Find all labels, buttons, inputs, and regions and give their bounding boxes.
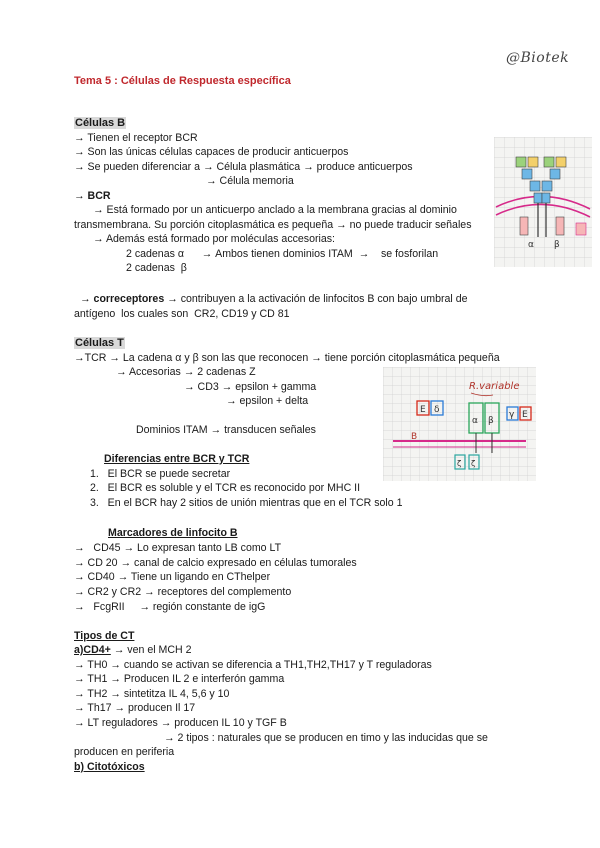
- marcador-2: → CD 20 → canal de calcio expresado en células tumorales: [74, 557, 357, 569]
- tcr-box-alpha: α: [472, 416, 478, 426]
- section-celulas-t: Células T: [75, 337, 124, 349]
- t-line-5: Dominios ITAM → transducen señales: [136, 424, 316, 436]
- section-celulas-b: Células B: [75, 117, 126, 129]
- svg-text:β: β: [554, 240, 560, 250]
- diferencias-heading: Diferencias entre BCR y TCR: [104, 453, 250, 465]
- marcador-3: → CD40 → Tiene un ligando en CThelper: [74, 571, 271, 583]
- tcr-box-e1: E: [420, 405, 426, 415]
- tipos-heading: Tipos de CT: [74, 630, 135, 642]
- t-line-3: → CD3 → epsilon + gamma: [184, 381, 317, 393]
- marcador-4: → CR2 y CR2 → receptores del complemento: [74, 586, 292, 598]
- tcr-label: R.variable: [469, 381, 520, 392]
- tcr-box-delta: δ: [434, 405, 440, 415]
- logo: @Biotek: [506, 50, 570, 66]
- tipos-line-3: → TH2 → sintetitza IL 4, 5,6 y 10: [74, 688, 230, 700]
- bcr-line-1: → Está formado por un anticuerpo anclado a la membrana gracias al dominio: [93, 204, 457, 216]
- tipos-citotoxicos: b) Citotóxicos: [74, 761, 145, 773]
- bcr-drawing: [494, 137, 592, 267]
- b-line-2: → Son las únicas células capaces de producir anticuerpos: [74, 146, 349, 158]
- tcr-side-label: B: [411, 432, 418, 442]
- t-line-2: → Accesorias → 2 cadenas Z: [116, 366, 256, 378]
- tipos-line-4: → Th17 → producen Il 17: [74, 702, 196, 714]
- bcr-line-3: → Además está formado por moléculas accesorias:: [93, 233, 336, 245]
- svg-text:α: α: [528, 240, 534, 250]
- tcr-box-gamma: γ: [509, 410, 515, 420]
- tcr-drawing: [383, 367, 536, 481]
- marcador-1: → CD45 → Lo expresan tanto LB como LT: [74, 542, 282, 554]
- page-title: Tema 5 : Células de Respuesta específica: [74, 75, 291, 87]
- correceptores-line-1: → correceptores → contribuyen a la activación de linfocitos B con bajo umbral de: [80, 293, 468, 305]
- marcador-5: → FcgRII → región constante de igG: [74, 601, 266, 613]
- tcr-zeta-2: ζ: [471, 459, 476, 468]
- bcr-line-4: 2 cadenas α → Ambos tienen dominios ITAM → se fosforilan: [126, 248, 439, 260]
- bcr-heading: → BCR: [74, 190, 111, 202]
- tcr-zeta-1: ζ: [457, 459, 462, 468]
- tipos-line-5: → LT reguladores → producen IL 10 y TGF B: [74, 717, 287, 729]
- tipos-line-1: → TH0 → cuando se activan se diferencia a TH1,TH2,TH17 y T reguladoras: [74, 659, 432, 671]
- tipos-line-6: → 2 tipos : naturales que se producen en timo y las inducidas que se: [164, 732, 488, 744]
- correceptores-line-2: antígeno los cuales son CR2, CD19 y CD 81: [74, 308, 290, 320]
- diferencias-item-2: 2. El BCR es soluble y el TCR es reconocido por MHC II: [90, 482, 361, 494]
- diferencias-item-3: 3. En el BCR hay 2 sitios de unión mientras que en el TCR solo 1: [90, 497, 403, 509]
- b-line-3: → Se pueden diferenciar a → Célula plasmática → produce anticuerpos: [74, 161, 413, 173]
- tcr-box-beta: β: [488, 416, 494, 426]
- tipos-line-7: producen en periferia: [74, 746, 175, 758]
- diferencias-item-1: 1. El BCR se puede secretar: [90, 468, 231, 480]
- tipos-cd4: a)CD4+ → ven el MCH 2: [74, 644, 192, 656]
- tipos-line-2: → TH1 → Producen IL 2 e interferón gamma: [74, 673, 285, 685]
- b-line-1: → Tienen el receptor BCR: [74, 132, 198, 144]
- tcr-box-e2: E: [522, 410, 528, 420]
- b-line-4: → Célula memoria: [206, 175, 294, 187]
- bcr-line-2: transmembrana. Su porción citoplasmática es pequeña → no puede traducir señales: [74, 219, 472, 231]
- t-line-4: → epsilon + delta: [226, 395, 309, 407]
- bcr-line-5: 2 cadenas β: [126, 262, 187, 274]
- t-line-1: →TCR → La cadena α y β son las que reconocen → tiene porción citoplasmática pequeña: [74, 352, 500, 364]
- marcadores-heading: Marcadores de linfocito B: [108, 527, 238, 539]
